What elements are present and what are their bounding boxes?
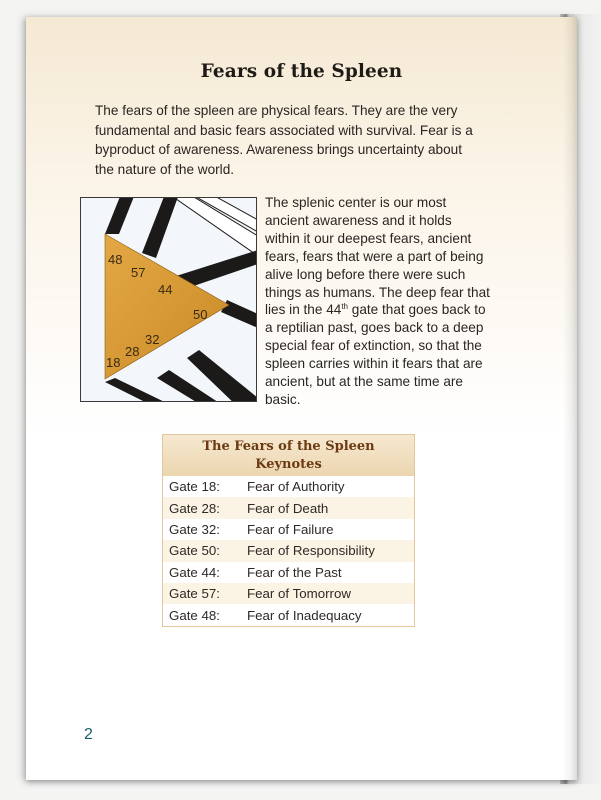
keynote-row: [163, 562, 414, 583]
gate-label-50: 50: [193, 307, 208, 322]
keynotes-table: [162, 434, 415, 627]
gate-cell: Gate 57:: [169, 586, 221, 602]
fear-cell: Fear of Failure: [247, 521, 334, 537]
gate-label-48: 48: [108, 252, 123, 267]
intro-paragraph: The fears of the spleen are physical fears. They are the very fundamental and basic fears associated with survival. Fear is a byproduct of awareness. Awareness brings uncertainty about the nature of the world.: [95, 103, 473, 177]
channel-48: [105, 198, 135, 234]
gate-cell: Gate 48:: [169, 607, 221, 623]
white-channel: [169, 198, 257, 256]
fear-cell: Fear of Authority: [247, 479, 345, 495]
keynote-row: [163, 497, 414, 518]
keynote-row: [163, 583, 414, 604]
page-title: Fears of the Spleen: [200, 61, 403, 82]
document-page: [26, 17, 577, 780]
ordinal-suffix: th: [341, 302, 348, 312]
fear-cell: Fear of Death: [247, 500, 329, 516]
splenic-center-paragraph: [265, 194, 490, 409]
fear-cell: Fear of Responsibility: [247, 543, 375, 559]
fear-cell: Fear of Inadequacy: [247, 607, 362, 623]
spleen-triangle: [105, 234, 229, 379]
gate-label-57: 57: [131, 265, 146, 280]
gate-cell: Gate 28:: [169, 500, 221, 516]
spleen-diagram-svg: [81, 198, 257, 402]
gate-cell: Gate 50:: [169, 543, 221, 559]
gate-label-44: 44: [158, 282, 173, 297]
keynotes-rows: [163, 476, 414, 626]
keynote-row: [163, 540, 414, 561]
keynotes-subtitle: Keynotes: [255, 457, 322, 472]
keynote-row: [163, 476, 414, 497]
gate-cell: Gate 44:: [169, 564, 221, 580]
keynotes-table-header: [163, 435, 414, 476]
gate-label-32: 32: [145, 332, 160, 347]
paragraph-text-part1: The splenic center is our most ancient awareness and it holds within it our deepest fears, ancient fears, fears that were a part of being alive long before there were such things as humans. The deep fear that lies in the 44: [265, 195, 490, 318]
keynote-row: [163, 604, 414, 625]
channel-57: [142, 198, 179, 258]
keynote-row: [163, 519, 414, 540]
fear-cell: Fear of the Past: [247, 564, 342, 580]
gate-label-28: 28: [125, 344, 140, 359]
gate-cell: Gate 18:: [169, 479, 221, 495]
fear-cell: Fear of Tomorrow: [247, 586, 351, 602]
spleen-center-diagram: [80, 197, 257, 402]
gate-label-18: 18: [106, 355, 121, 370]
page-number: 2: [84, 726, 93, 743]
paragraph-text-part2: gate that goes back to a reptilian past, goes back to a deep special fear of extinction, so that the spleen carries within it fears that are ancient, but at the same time are basic.: [265, 302, 486, 407]
gate-cell: Gate 32:: [169, 521, 221, 537]
keynotes-title: The Fears of the Spleen: [202, 439, 375, 454]
